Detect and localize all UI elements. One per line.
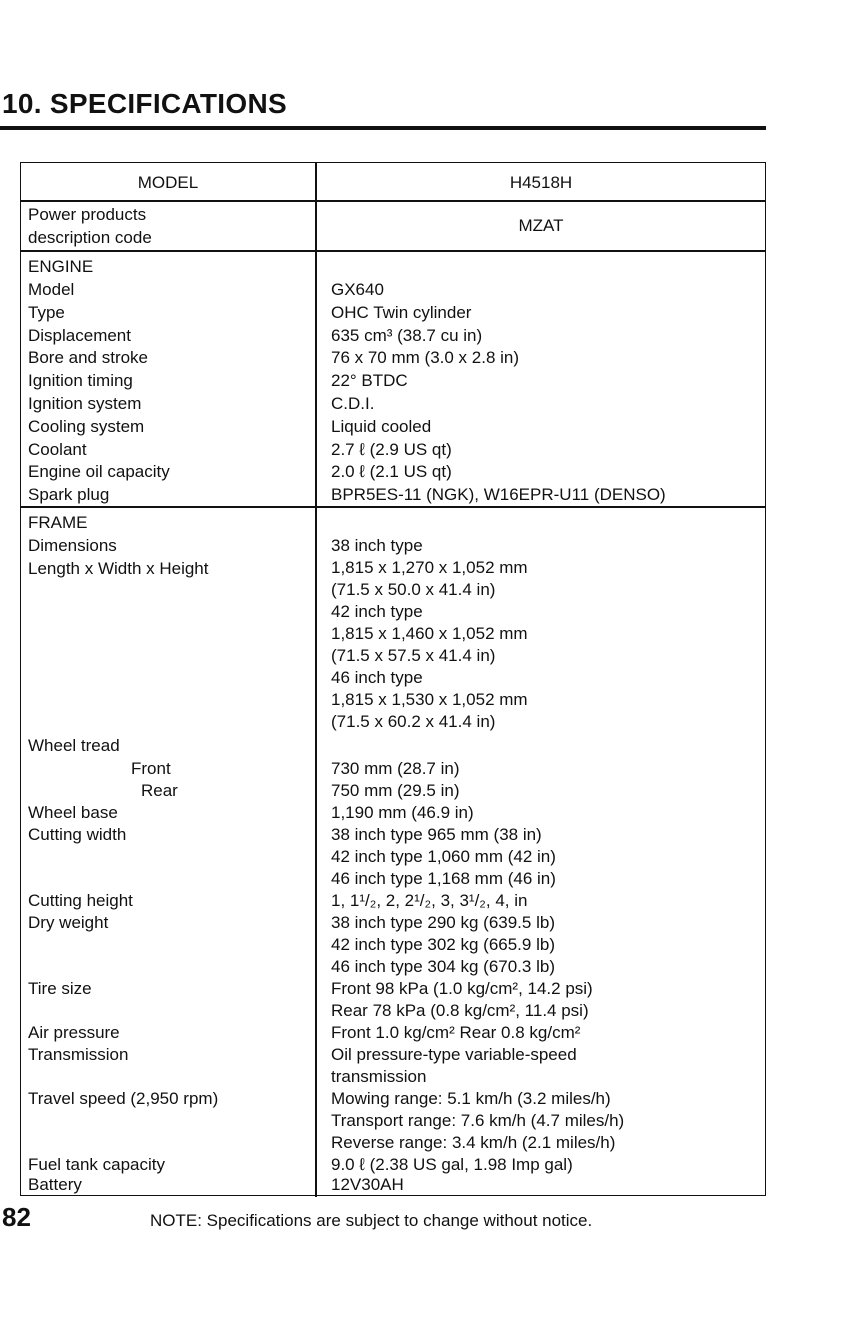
dimensions-value: 42 inch type [331,602,423,621]
dimensions-value: 38 inch type [331,536,423,555]
desc-label-line1: Power products [28,205,147,224]
engine-spec-value: C.D.I. [331,394,375,413]
transmission-value: transmission [331,1067,427,1086]
engine-spec-value: BPR5ES-11 (NGK), W16EPR-U11 (DENSO) [331,485,666,505]
dimensions-value: (71.5 x 50.0 x 41.4 in) [331,580,496,599]
engine-spec-label: Coolant [28,439,87,459]
specifications-table [20,162,766,1196]
row-divider [21,200,765,202]
wheel-base-label: Wheel base [28,803,118,822]
engine-spec-label: Bore and stroke [28,348,149,368]
row-divider [21,250,765,252]
dry-weight-label: Dry weight [28,913,109,932]
engine-spec-value: 635 cm³ (38.7 cu in) [331,325,483,345]
title-rule [0,126,766,130]
dimensions-label: Dimensions [28,536,117,555]
front-value: 730 mm (28.7 in) [331,759,460,778]
battery-value: 12V30AH [331,1175,404,1194]
engine-spec-label: Ignition system [28,394,142,413]
dimensions-value: 46 inch type [331,668,423,687]
column-divider [315,163,317,1197]
engine-spec-value: GX640 [331,280,384,299]
cutting-height-label: Cutting height [28,891,133,910]
dimensions-value: 1,815 x 1,530 x 1,052 mm [331,690,528,709]
wheel-tread-label: Wheel tread [28,736,120,755]
page-number: 82 [2,1202,31,1232]
engine-spec-value: OHC Twin cylinder [331,302,472,322]
transmission-value: Oil pressure-type variable-speed [331,1045,577,1064]
engine-spec-value: 76 x 70 mm (3.0 x 2.8 in) [331,348,520,368]
transmission-label: Transmission [28,1045,129,1064]
tire-size-value: Front 98 kPa (1.0 kg/cm², 14.2 psi) [331,979,593,998]
air-pressure-value: Front 1.0 kg/cm² Rear 0.8 kg/cm² [331,1023,581,1042]
engine-spec-value: 22° BTDC [331,371,408,391]
row-divider [21,506,765,508]
dry-weight-value: 42 inch type 302 kg (665.9 lb) [331,935,555,954]
travel-speed-value: Reverse range: 3.4 km/h (2.1 miles/h) [331,1133,616,1152]
dry-weight-value: 38 inch type 290 kg (639.5 lb) [331,913,555,932]
model-value: H4518H [509,173,573,192]
travel-speed-value: Mowing range: 5.1 km/h (3.2 miles/h) [331,1089,611,1108]
travel-speed-value: Transport range: 7.6 km/h (4.7 miles/h) [331,1111,625,1130]
cutting-height-value: 1, 1¹/₂, 2, 2¹/₂, 3, 3¹/₂, 4, in [331,891,528,910]
dimensions-value: (71.5 x 60.2 x 41.4 in) [331,712,496,731]
cutting-width-value: 46 inch type 1,168 mm (46 in) [331,869,556,888]
engine-spec-label: Model [28,280,75,299]
frame-heading: FRAME [28,513,88,532]
tire-size-label: Tire size [28,979,92,998]
engine-spec-label: Cooling system [28,416,145,436]
engine-spec-label: Spark plug [28,485,110,505]
fuel-tank-label: Fuel tank capacity [28,1155,166,1174]
rear-label: Rear [141,781,178,800]
dimensions-value: 1,815 x 1,460 x 1,052 mm [331,624,528,643]
engine-heading: ENGINE [28,257,94,276]
air-pressure-label: Air pressure [28,1023,120,1042]
engine-spec-label: Type [28,302,65,322]
fuel-tank-value: 9.0 ℓ (2.38 US gal, 1.98 Imp gal) [331,1155,573,1174]
wheel-base-value: 1,190 mm (46.9 in) [331,803,474,822]
front-label: Front [131,759,171,778]
cutting-width-label: Cutting width [28,825,127,844]
tire-size-value: Rear 78 kPa (0.8 kg/cm², 11.4 psi) [331,1001,589,1020]
dimensions-value: (71.5 x 57.5 x 41.4 in) [331,646,496,665]
engine-spec-label: Displacement [28,325,131,345]
footer-note: NOTE: Specifications are subject to change without notice. [150,1211,593,1230]
page-title: 10. SPECIFICATIONS [2,88,287,119]
cutting-width-value: 42 inch type 1,060 mm (42 in) [331,847,556,866]
travel-speed-label: Travel speed (2,950 rpm) [28,1089,219,1108]
desc-value: MZAT [518,216,564,235]
engine-spec-value: Liquid cooled [331,416,432,436]
lwh-label: Length x Width x Height [28,559,209,578]
battery-label: Battery [28,1175,82,1194]
engine-spec-value: 2.7 ℓ (2.9 US qt) [331,439,452,459]
rear-value: 750 mm (29.5 in) [331,781,460,800]
desc-label-line2: description code [28,228,152,247]
engine-spec-label: Ignition timing [28,371,133,391]
model-label: MODEL [137,173,199,192]
engine-spec-label: Engine oil capacity [28,462,170,482]
dry-weight-value: 46 inch type 304 kg (670.3 lb) [331,957,555,976]
engine-spec-value: 2.0 ℓ (2.1 US qt) [331,462,452,482]
cutting-width-value: 38 inch type 965 mm (38 in) [331,825,542,844]
dimensions-value: 1,815 x 1,270 x 1,052 mm [331,558,528,577]
